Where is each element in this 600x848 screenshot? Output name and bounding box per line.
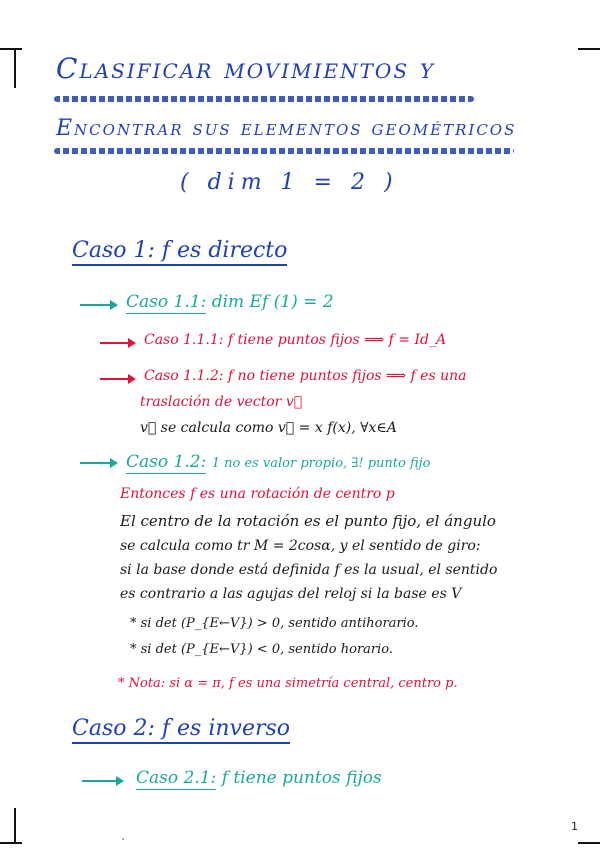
title-line-3: ( dim 1 = 2 ) bbox=[180, 170, 399, 195]
title-line-2: Encontrar sus elementos geométricos bbox=[56, 116, 517, 141]
corner-mark-bottom-left-vertical bbox=[14, 808, 16, 844]
case-1-1-1-text: f tiene puntos fijos ⟹ f = Id_A bbox=[227, 332, 447, 348]
case-1-2-bullet-1: * si det (P_{E←V}) > 0, sentido antihorario. bbox=[130, 616, 419, 631]
case-1-1-1 bbox=[144, 332, 446, 348]
case-1-heading bbox=[72, 238, 287, 263]
case-1-1-label: Caso 1.1: bbox=[126, 292, 207, 312]
corner-mark-bottom-right bbox=[578, 842, 600, 844]
arrow-case-2-1 bbox=[82, 780, 122, 782]
title-underline-1 bbox=[54, 96, 474, 102]
case-1-2-text: 1 no es valor propio, ∃! punto fijo bbox=[211, 456, 431, 471]
case-1-1-text: dim Ef (1) = 2 bbox=[211, 292, 334, 312]
case-1-2-body-3: si la base donde está definida f es la usual, el sentido bbox=[120, 562, 498, 578]
case-1-2-body-2: se calcula como tr M = 2cosα, y el sentido de giro: bbox=[120, 538, 481, 554]
case-2-heading bbox=[72, 716, 290, 741]
page-number: 1 bbox=[571, 820, 578, 833]
case-1-2-label: Caso 1.2: bbox=[126, 452, 207, 472]
case-1-heading-text: Caso 1: f es directo bbox=[72, 238, 287, 266]
stray-dot bbox=[122, 838, 124, 840]
case-1-1-2-line-2: traslación de vector v⃗ bbox=[140, 394, 303, 410]
case-1-1-1-label: Caso 1.1.1: bbox=[144, 332, 224, 348]
arrow-case-1-1 bbox=[80, 304, 116, 306]
case-2-heading-text: Caso 2: f es inverso bbox=[72, 716, 290, 744]
case-1-1-2 bbox=[144, 368, 466, 384]
corner-mark-bottom-left bbox=[0, 842, 22, 844]
case-1-1 bbox=[126, 292, 334, 312]
case-1-1-2-note: v⃗ se calcula como v⃗ = x f(x), ∀x∈A bbox=[140, 420, 397, 436]
corner-mark-top-right bbox=[578, 48, 600, 50]
case-1-2-note: * Nota: si α = π, f es una simetría central, centro p. bbox=[118, 676, 458, 691]
case-1-1-2-text: f no tiene puntos fijos ⟹ f es una bbox=[227, 368, 467, 384]
arrow-case-1-1-1 bbox=[100, 342, 134, 344]
case-1-2-body-1: El centro de la rotación es el punto fijo, el ángulo bbox=[120, 512, 496, 530]
case-1-2-body-4: es contrario a las agujas del reloj si la base es V bbox=[120, 586, 462, 602]
arrow-case-1-2 bbox=[80, 462, 116, 464]
arrow-case-1-1-2 bbox=[100, 378, 134, 380]
case-1-1-2-label: Caso 1.1.2: bbox=[144, 368, 224, 384]
corner-mark-top-left-vertical bbox=[14, 48, 16, 88]
case-2-1 bbox=[136, 768, 382, 788]
title-line-1: Clasificar movimientos y bbox=[56, 52, 436, 85]
corner-mark-top-left bbox=[0, 48, 22, 90]
title-underline-2 bbox=[54, 148, 514, 154]
case-2-1-text: f tiene puntos fijos bbox=[221, 768, 382, 788]
case-1-2-line-2: Entonces f es una rotación de centro p bbox=[120, 486, 395, 502]
case-2-1-label: Caso 2.1: bbox=[136, 768, 217, 788]
case-1-2-bullet-2: * si det (P_{E←V}) < 0, sentido horario. bbox=[130, 642, 394, 657]
case-1-2 bbox=[126, 452, 430, 472]
